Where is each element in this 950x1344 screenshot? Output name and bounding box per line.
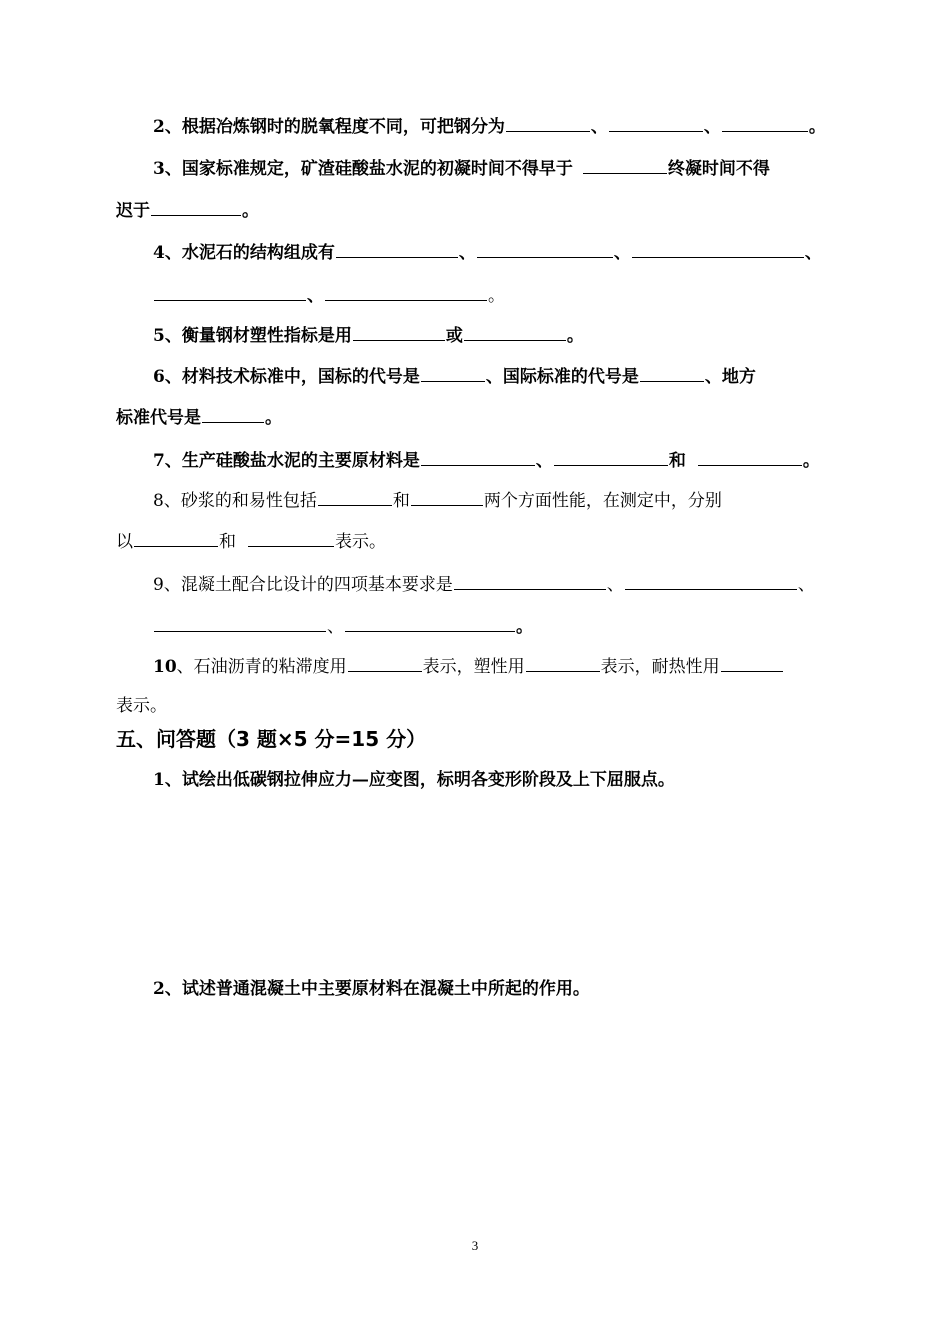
essay-question-2-number: 2 (153, 979, 165, 999)
question-3-mid: 终凝时间不得 (667, 159, 770, 179)
question-10 (153, 654, 836, 679)
question-10-mid2: 表示，耐热性用 (600, 657, 720, 677)
question-3-continued (116, 198, 836, 223)
question-7-text: 、生产硅酸盐水泥的主要原材料是 (164, 451, 420, 471)
period: 。 (516, 617, 533, 637)
question-10-continued (116, 694, 836, 718)
and-word: 和 (668, 451, 686, 471)
question-5-number: 5 (153, 326, 165, 346)
period: 。 (488, 286, 505, 306)
essay-question-2-text: 、试述普通混凝土中主要原材料在混凝土中所起的作用。 (164, 979, 590, 999)
question-3-text: 、国家标准规定，矿渣硅酸盐水泥的初凝时间不得早于 (164, 159, 573, 179)
period: 。 (242, 201, 259, 221)
answer-blank[interactable] (134, 529, 218, 547)
question-8-mid: 两个方面性能，在测定中，分别 (483, 491, 722, 511)
question-9 (153, 572, 836, 597)
separator: 、 (535, 451, 553, 471)
page-number: 3 (471, 1238, 479, 1253)
separator: 、 (590, 117, 608, 137)
question-7 (153, 448, 836, 473)
question-10-cont: 表示。 (116, 696, 167, 716)
question-5 (153, 323, 836, 348)
question-5-text: 、衡量钢材塑性指标是用 (164, 326, 352, 346)
answer-blank[interactable] (454, 572, 606, 590)
essay-question-1-number: 1 (153, 770, 165, 790)
question-8-text: 8、砂浆的和易性包括 (153, 491, 317, 511)
answer-blank[interactable] (698, 448, 802, 466)
separator: 、 (797, 575, 815, 595)
answer-blank[interactable] (477, 240, 613, 258)
or-word: 或 (445, 326, 463, 346)
answer-blank[interactable] (722, 114, 808, 132)
question-6-mid2: 、地方 (704, 367, 756, 387)
question-6-continued (116, 405, 836, 430)
separator: 、 (458, 243, 476, 263)
answer-blank[interactable] (421, 364, 485, 382)
answer-blank[interactable] (353, 323, 445, 341)
answer-blank[interactable] (421, 448, 535, 466)
period: 。 (808, 117, 826, 137)
essay-question-2 (153, 977, 836, 1001)
period: 。 (802, 451, 820, 471)
answer-blank[interactable] (464, 323, 566, 341)
separator: 、 (613, 243, 631, 263)
answer-blank[interactable] (625, 572, 797, 590)
question-7-number: 7 (153, 451, 165, 471)
separator: 、 (307, 286, 324, 306)
question-4 (153, 240, 836, 265)
question-6-cont: 标准代号是 (116, 408, 201, 428)
question-3-cont: 迟于 (116, 201, 150, 221)
question-3-number: 3 (153, 159, 165, 179)
question-6-mid1: 、国际标准的代号是 (485, 367, 639, 387)
question-10-text: 、石油沥青的粘滞度用 (176, 657, 347, 677)
question-6 (153, 364, 836, 389)
answer-blank[interactable] (336, 240, 458, 258)
question-3 (153, 156, 836, 181)
separator: 、 (703, 117, 721, 137)
answer-blank[interactable] (154, 614, 326, 632)
question-9-continued (153, 614, 836, 639)
and-word: 和 (219, 532, 236, 552)
section-5-title: 五、问答题（3 题×5 分=15 分） (116, 727, 427, 751)
answer-blank[interactable] (506, 114, 590, 132)
answer-blank[interactable] (348, 654, 422, 672)
answer-blank[interactable] (202, 405, 264, 423)
question-8-end: 表示。 (335, 532, 386, 552)
question-4-number: 4 (153, 243, 165, 263)
period: 。 (265, 408, 282, 428)
answer-blank[interactable] (345, 614, 515, 632)
question-9-text: 9、混凝土配合比设计的四项基本要求是 (153, 575, 453, 595)
and-word: 和 (392, 491, 410, 511)
answer-blank[interactable] (721, 654, 783, 672)
answer-blank[interactable] (325, 283, 487, 301)
question-6-number: 6 (153, 367, 165, 387)
question-2-text: 、根据冶炼钢时的脱氧程度不同，可把钢分为 (164, 117, 505, 137)
answer-blank[interactable] (411, 488, 483, 506)
question-8-continued (116, 529, 836, 554)
question-2-number: 2 (153, 117, 165, 137)
answer-blank[interactable] (248, 529, 334, 547)
answer-blank[interactable] (318, 488, 392, 506)
separator: 、 (804, 243, 822, 263)
answer-blank[interactable] (154, 283, 306, 301)
separator: 、 (606, 575, 624, 595)
period: 。 (566, 326, 584, 346)
essay-question-1-text: 、试绘出低碳钢拉伸应力—应变图，标明各变形阶段及上下屈服点。 (164, 770, 675, 790)
answer-blank[interactable] (526, 654, 600, 672)
answer-blank[interactable] (554, 448, 668, 466)
essay-question-1 (153, 768, 836, 792)
answer-blank[interactable] (151, 198, 241, 216)
answer-blank[interactable] (609, 114, 703, 132)
answer-blank[interactable] (583, 156, 667, 174)
question-10-mid1: 表示，塑性用 (422, 657, 525, 677)
question-4-text: 、水泥石的结构组成有 (164, 243, 335, 263)
answer-blank[interactable] (632, 240, 804, 258)
question-8 (153, 488, 836, 513)
separator: 、 (327, 617, 344, 637)
question-8-cont: 以 (116, 532, 133, 552)
answer-blank[interactable] (640, 364, 704, 382)
question-4-continued (153, 283, 836, 308)
question-10-number: 10 (153, 657, 177, 677)
question-6-text: 、材料技术标准中，国标的代号是 (164, 367, 420, 387)
question-2 (153, 114, 836, 139)
